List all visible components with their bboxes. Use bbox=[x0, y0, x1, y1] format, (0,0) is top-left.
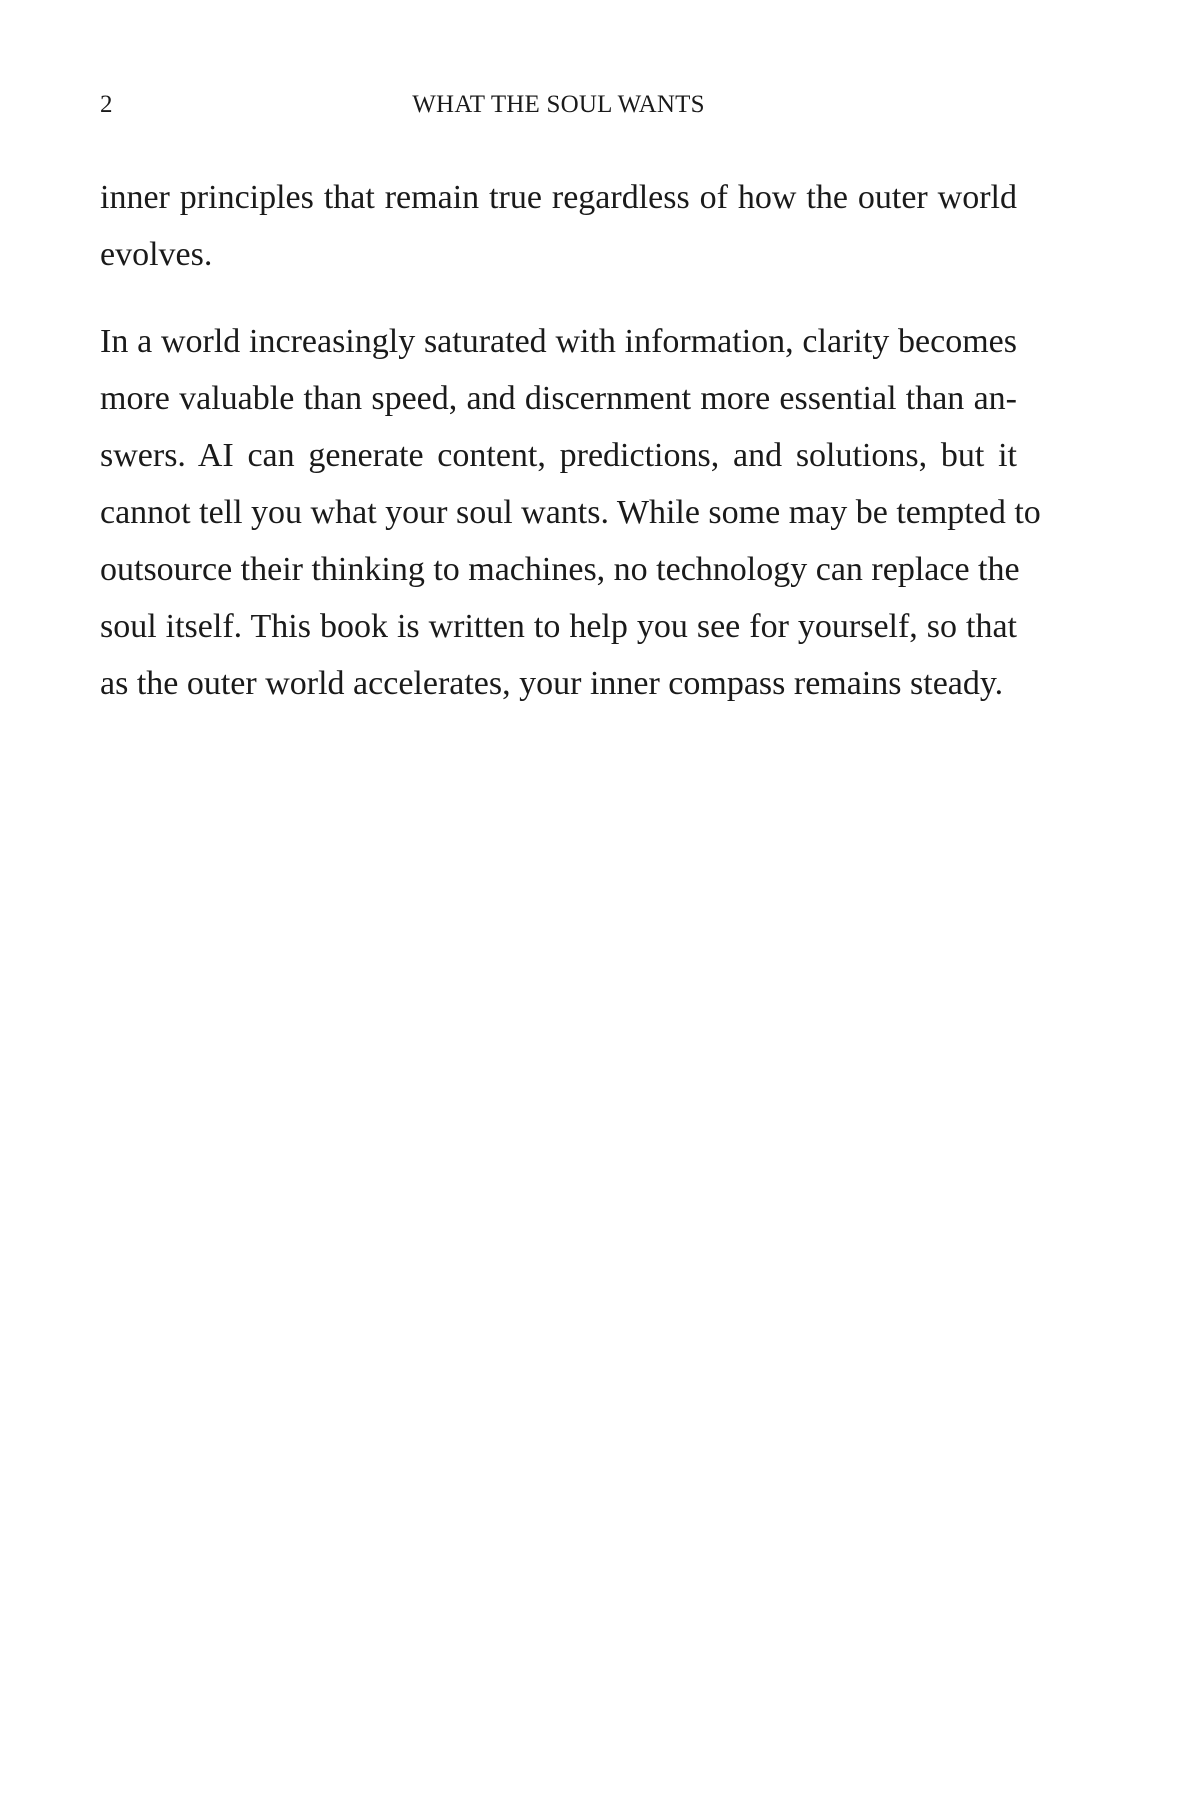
text-line: inner principles that remain true regardless of how the outer world bbox=[100, 179, 1017, 216]
paragraph-continued bbox=[100, 169, 1017, 283]
page-number: 2 bbox=[100, 91, 113, 118]
running-title: WHAT THE SOUL WANTS bbox=[412, 91, 705, 118]
text-line: more valuable than speed, and discernment more essential than an- bbox=[100, 380, 1017, 417]
body-text bbox=[100, 169, 1041, 712]
text-line: In a world increasingly saturated with information, clarity becomes bbox=[100, 323, 1017, 360]
paragraph bbox=[100, 313, 1041, 712]
text-line: soul itself. This book is written to help you see for yourself, so that bbox=[100, 608, 1017, 645]
text-line: evolves. bbox=[100, 236, 213, 273]
text-line: outsource their thinking to machines, no technology can replace the bbox=[100, 551, 1020, 588]
text-line: cannot tell you what your soul wants. While some may be tempted to bbox=[100, 494, 1041, 531]
running-header bbox=[100, 88, 1017, 122]
text-line: as the outer world accelerates, your inner compass remains steady. bbox=[100, 665, 1004, 702]
text-line: swers. AI can generate content, predictions, and solutions, but it bbox=[100, 437, 1017, 474]
paragraph-spacing bbox=[100, 283, 1017, 313]
